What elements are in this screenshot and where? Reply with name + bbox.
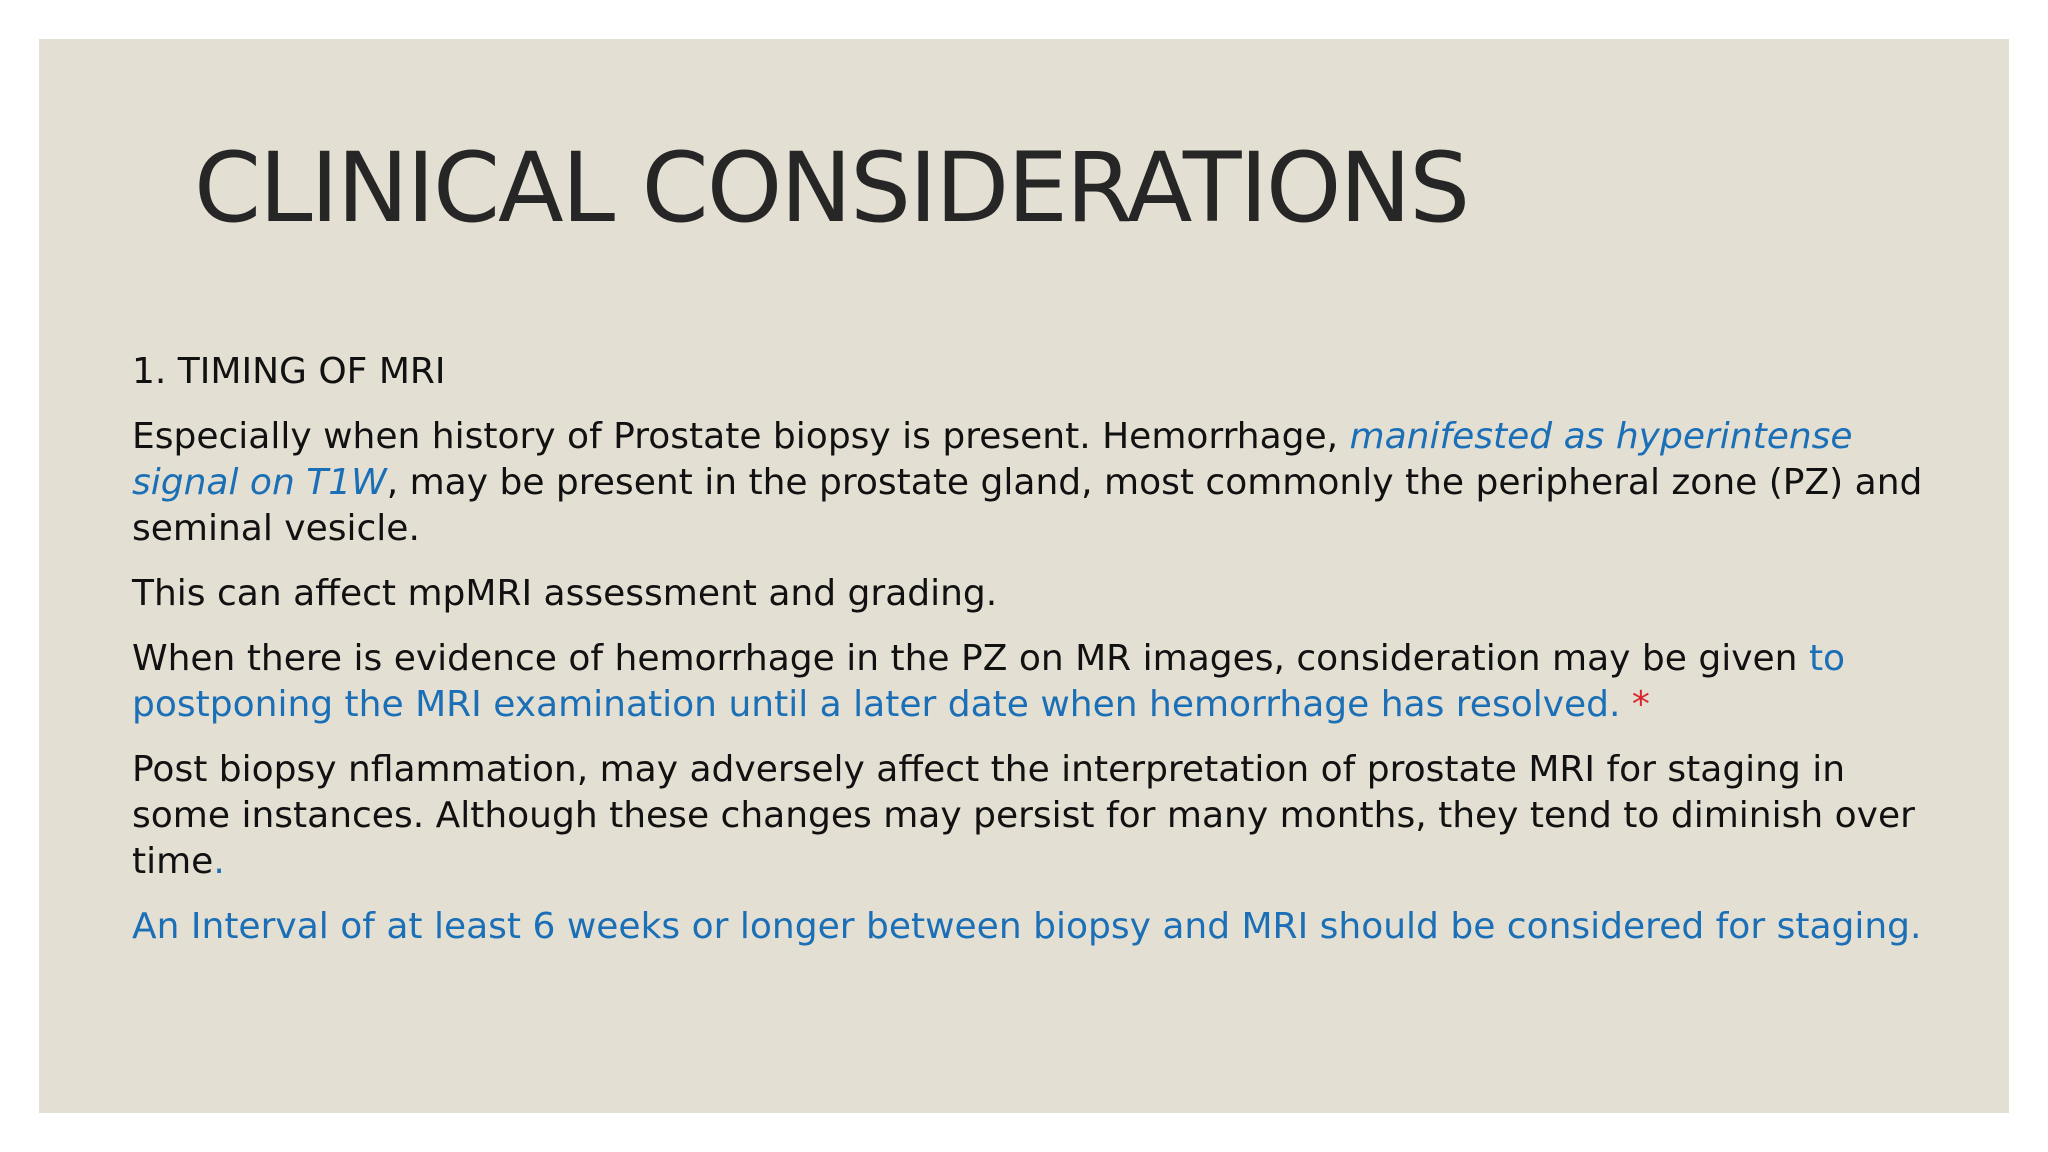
- paragraph-hemorrhage-highlight: manifested as hyperintense signal on T1W: [132, 416, 1853, 503]
- paragraph-hemorrhage: [132, 414, 1932, 552]
- paragraph-hemorrhage-text-b: , may be present in the prostate gland, most commonly the peripheral zone (PZ) and seminal vesicle.: [132, 462, 1923, 549]
- paragraph-postpone: [132, 636, 1932, 728]
- paragraph-inflammation: [132, 747, 1932, 885]
- paragraph-assessment: This can affect mpMRI assessment and grading.: [132, 573, 998, 614]
- section-heading: 1. TIMING OF MRI: [132, 351, 446, 392]
- slide-title: CLINICAL CONSIDERATIONS: [194, 132, 1469, 244]
- asterisk-mark: *: [1620, 684, 1650, 725]
- paragraph-inflammation-text: Post biopsy nflammation, may adversely affect the interpretation of prostate MRI for staging in some instances. Although these changes may persist for many months, they tend to diminish over time: [132, 749, 1915, 882]
- paragraph-interval: An Interval of at least 6 weeks or longer between biopsy and MRI should be considered for staging.: [132, 906, 1922, 947]
- slide-body: [132, 349, 1932, 969]
- paragraph-hemorrhage-text-a: Especially when history of Prostate biopsy is present. Hemorrhage,: [132, 416, 1350, 457]
- paragraph-postpone-text-a: When there is evidence of hemorrhage in the PZ on MR images, consideration may be given: [132, 638, 1809, 679]
- paragraph-postpone-highlight: to postponing the MRI examination until a later date when hemorrhage has resolved.: [132, 638, 1846, 725]
- paragraph-inflammation-period: .: [213, 841, 225, 882]
- slide: [39, 39, 2009, 1113]
